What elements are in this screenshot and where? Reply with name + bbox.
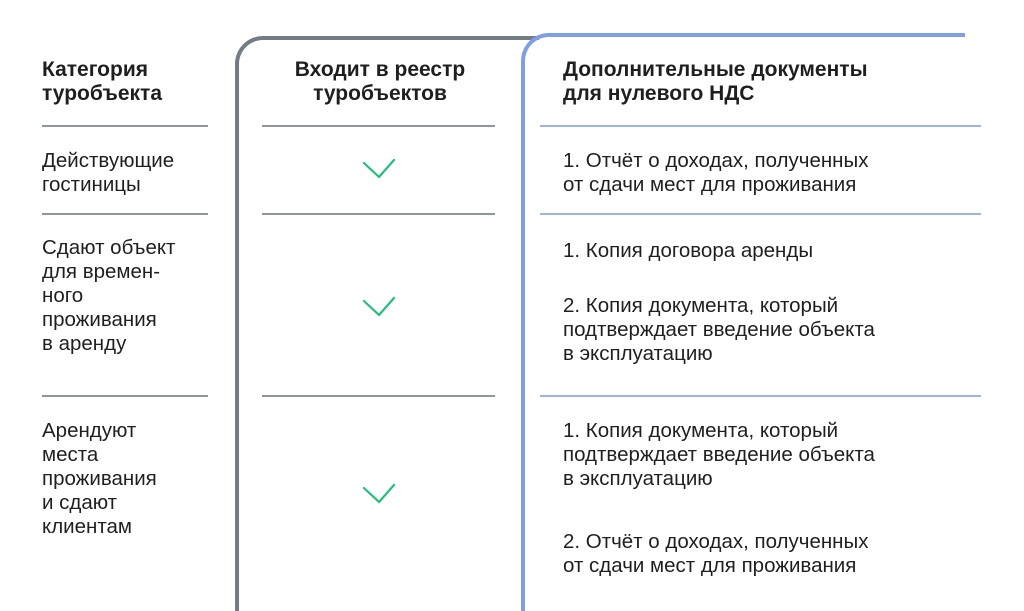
category-column-header: Категория туробъекта: [42, 58, 163, 105]
documents-column-header: Дополнительные документы для нулевого НДС: [563, 58, 868, 105]
registry-column-header: Входит в реестр туробъектов: [294, 58, 466, 105]
row-3-doc-2: 2. Отчёт о доходах, полученных от сдачи мест для проживания: [563, 530, 869, 577]
header-divider-documents: [540, 125, 981, 127]
row-2-divider-category: [42, 395, 208, 397]
row-2-category: Сдают объект для времен- ного проживания в аренду: [42, 236, 176, 355]
row-1-divider-registry: [262, 213, 495, 215]
registry-column-frame: [235, 36, 539, 611]
row-1-divider-documents: [540, 213, 981, 215]
row-1-doc-1: 1. Отчёт о доходах, полученных от сдачи мест для проживания: [563, 149, 869, 196]
row-1-divider-category: [42, 213, 208, 215]
row-2-divider-registry: [262, 395, 495, 397]
header-divider-category: [42, 125, 208, 127]
row-2-check-icon: [362, 296, 396, 318]
row-3-doc-1: 1. Копия документа, который подтверждает введение объекта в эксплуатацию: [563, 419, 875, 490]
row-2-doc-2: 2. Копия документа, который подтверждает введение объекта в эксплуатацию: [563, 294, 875, 365]
row-3-category: Арендуют места проживания и сдают клиентам: [42, 419, 157, 538]
row-1-check-icon: [362, 158, 396, 180]
row-2-divider-documents: [540, 395, 981, 397]
row-3-check-icon: [362, 483, 396, 505]
row-2-doc-1: 1. Копия договора аренды: [563, 239, 814, 262]
header-divider-registry: [262, 125, 495, 127]
row-1-category: Действующие гостиницы: [42, 149, 175, 196]
